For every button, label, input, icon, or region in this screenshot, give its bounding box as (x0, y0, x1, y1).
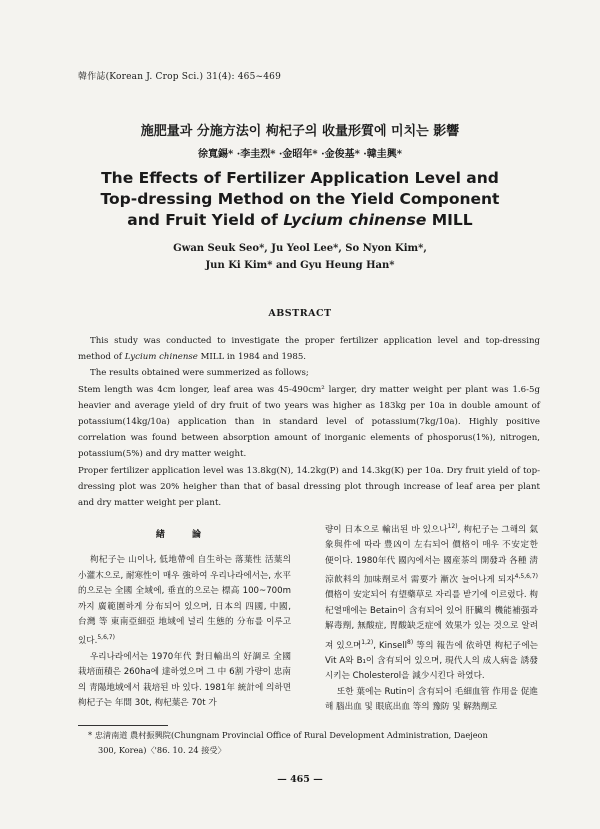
authors-english-line-2: Jun Ki Kim* and Gyu Heung Han* (205, 260, 395, 271)
abstract-paragraph-2: The results obtained were summerized as follows; (90, 368, 309, 379)
intro-p2c-e: 等의 報告에 依하면 枸杞子에는 Vit A와 B₁이 含有되어 있으며, 現代人의 成人病을 誘發시키는 Cholesterol을 減少시킨다 하였다. (325, 640, 538, 682)
column-right (325, 519, 538, 715)
title-english-line-2: Top-dressing Method on the Yield Component (100, 190, 500, 208)
title-korean: 施肥量과 分施方法이 枸杞子의 收量形質에 미치는 影響 (140, 124, 460, 139)
citation-ref: 5,6,7) (97, 634, 115, 642)
title-english (0, 168, 600, 231)
abstract-paragraph-4: Proper fertilizer application level was 13.8kg(N), 14.2kg(P) and 14.3kg(K) per 10a. Dry fruit yield of top-dressing plot was 20% heigher than that of basal dressing plot through increase of leaf area per plant and dry matter weight per plant. (78, 465, 540, 509)
abstract-p1-b: MILL in 1984 and 1985. (197, 352, 307, 363)
footnote (88, 728, 548, 758)
authors-english (0, 240, 600, 274)
citation-ref: 1,2) (361, 638, 374, 646)
footnote-divider (78, 725, 168, 726)
footnote-line-2: 300, Korea)〈'86. 10. 24 接受〉 (98, 745, 226, 755)
abstract-species: Lycium chinense (124, 352, 198, 363)
intro-p2c-b: , 枸杞子는 그해의 氣象與件에 따라 豊凶이 左右되어 價格이 매우 不安定한 便이다. 1980年代 國內에서는 國産茶의 開發과 各種 淸涼飮料의 加味劑로서 需要가 漸次 늘어나게 되자 (325, 524, 538, 585)
intro-paragraph-1 (78, 553, 291, 649)
title-english-line-3 (0, 210, 600, 231)
intro-p2c-a: 량이 日本으로 輸出된 바 있으나 (325, 524, 448, 535)
intro-paragraph-2: 우리나라에서는 1970年代 對日輸出의 好調로 全國栽培面積은 260ha에 達하였으며 그 中 6割 가량이 忠南의 靑陽地域에서 栽培된 바 있다. 1981年 統計에 의하면 枸杞子는 年間 30t, 枸杞葉은 70t 가 (78, 651, 291, 708)
intro-p2c-d: , Kinsell (373, 640, 408, 651)
authors-english-line-1: Gwan Seuk Seo*, Ju Yeol Lee*, So Nyon Kim*, (173, 243, 427, 254)
authors-korean: 徐寬錫* ·李圭烈* ·金昭年* ·金俊基* ·韓圭興* (198, 149, 402, 160)
intro-p2c-c: 價格이 安定되어 有望藥草로 자리를 받기에 이르렀다. 枸杞열매에는 Betain이 含有되어 있어 肝臟의 機能補强과 解毒劑, 無酸症, 胃酸缺乏症에 效果가 있는 것으로 알려져 있으며 (325, 590, 538, 651)
intro-paragraph-3: 또한 葉에는 Rutin이 含有되어 毛細血管 作用을 促進해 腦出血 및 眼底出血 等의 豫防 및 解熱劑로 (325, 686, 538, 713)
journal-citation: 韓作誌(Korean J. Crop Sci.) 31(4): 465~469 (78, 72, 282, 82)
abstract-paragraph-1 (78, 333, 540, 365)
citation-ref: 12) (447, 523, 458, 530)
abstract-paragraph-3: Stem length was 4cm longer, leaf area was 45-490cm² larger, dry matter weight per plant was 1.6-5g heavier and average yield of dry fruit of two years was higher as 183kg per 10a in double amount of potassium(14kg/10a) application than in standard level of potassium(7kg/10a). Highly positive correlation was found between absorption amount of inorganic elements of phosporus(1%), nitrogen, potassium(5%) and dry matter weight. (78, 384, 540, 460)
title-english-line-3a: and Fruit Yield of (127, 211, 284, 229)
species-name: Lycium chinense (283, 211, 427, 229)
citation-ref: 8) (407, 638, 414, 646)
abstract-heading: ABSTRACT (268, 308, 332, 319)
page-number: — 465 — (277, 774, 323, 785)
column-left (78, 510, 291, 711)
citation-ref: 4,5,6,7) (514, 573, 538, 581)
title-english-line-1: The Effects of Fertilizer Application Level and (101, 169, 499, 187)
intro-p1-text: 枸杞子는 山이나, 低地帶에 自生하는 落葉性 活葉의 小灌木으로, 耐寒性이 매우 強하여 우리나라에서는, 水平的으로는 全國 全域에, 垂直的으로는 標高 100~700m까지 廣範圍하게 分布되어 있으며, 日本의 四國, 中國, 台灣 等 東南亞細亞 地域에 널리 生態的 分布를 이루고 있다. (78, 555, 291, 647)
abstract-p1-a: This study was conducted to investigate the proper fertilizer application level and top-dressing method of (78, 336, 540, 363)
section-heading-introduction: 緖 論 (155, 530, 214, 540)
footnote-line-1: * 忠淸南道 農村振興院(Chungnam Provincial Office of Rural Development Administration, Daejeon (88, 730, 488, 740)
intro-paragraph-2-continued (325, 519, 538, 685)
abstract-body (78, 333, 540, 511)
title-english-line-3b: MILL (426, 211, 473, 229)
